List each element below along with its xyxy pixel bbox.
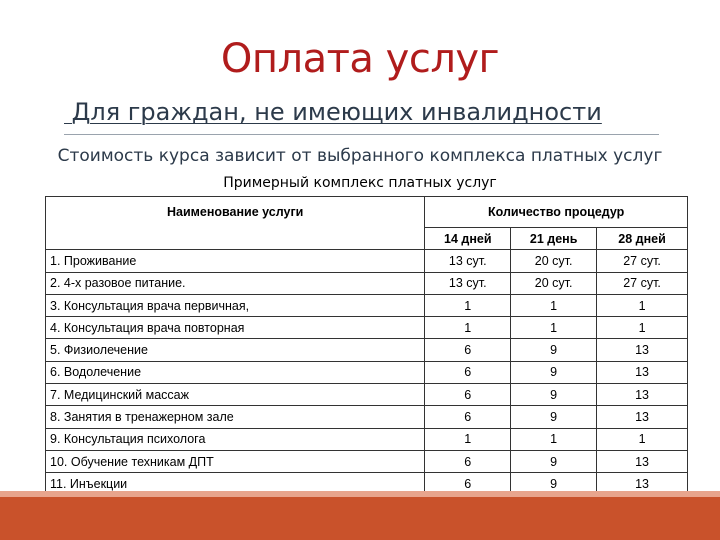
procedure-count: 13 сут. [425,272,511,294]
services-table [45,196,688,496]
procedure-count: 1 [511,428,597,450]
procedure-count: 13 [597,450,688,472]
service-name: 8. Занятия в тренажерном зале [46,406,425,428]
service-name: 10. Обучение техникам ДПТ [46,450,425,472]
procedure-count: 13 [597,339,688,361]
procedure-count: 1 [425,428,511,450]
service-name: 5. Физиолечение [46,339,425,361]
procedure-count: 6 [425,384,511,406]
procedure-count: 13 [597,384,688,406]
table-row [46,428,688,450]
table-row [46,250,688,272]
procedure-count: 13 [597,361,688,383]
procedure-count: 6 [425,473,511,495]
procedure-count: 9 [511,384,597,406]
table-row [46,361,688,383]
table-row [46,450,688,472]
procedure-count: 13 [597,473,688,495]
procedure-count: 13 [597,406,688,428]
page-title: Оплата услуг [220,36,500,82]
procedure-count: 27 сут. [597,272,688,294]
divider [64,134,659,135]
procedure-count: 6 [425,450,511,472]
table-row [46,384,688,406]
procedure-count: 6 [425,361,511,383]
header-period: 28 дней [597,228,688,250]
header-service: Наименование услуги [46,197,425,250]
procedure-count: 1 [425,294,511,316]
procedure-count: 1 [597,317,688,339]
procedure-count: 6 [425,406,511,428]
procedure-count: 1 [511,294,597,316]
header-period: 14 дней [425,228,511,250]
procedure-count: 9 [511,406,597,428]
table-row [46,317,688,339]
service-name: 3. Консультация врача первичная, [46,294,425,316]
service-name: 7. Медицинский массаж [46,384,425,406]
procedure-count: 9 [511,450,597,472]
table-row [46,339,688,361]
header-period: 21 день [511,228,597,250]
service-name: 6. Водолечение [46,361,425,383]
footer-bar [0,497,720,540]
procedure-count: 1 [511,317,597,339]
procedure-count: 9 [511,473,597,495]
procedure-count: 6 [425,339,511,361]
procedure-count: 1 [597,428,688,450]
procedure-count: 20 сут. [511,272,597,294]
service-name: 9. Консультация психолога [46,428,425,450]
procedure-count: 1 [597,294,688,316]
procedure-count: 1 [425,317,511,339]
table-row [46,294,688,316]
service-name: 1. Проживание [46,250,425,272]
procedure-count: 27 сут. [597,250,688,272]
subtitle: Для граждан, не имеющих инвалидности [64,98,602,126]
service-name: 11. Инъекции [46,473,425,495]
procedure-count: 13 сут. [425,250,511,272]
procedure-count: 20 сут. [511,250,597,272]
table-caption: Примерный комплекс платных услуг [223,175,497,191]
table-row [46,406,688,428]
service-name: 4. Консультация врача повторная [46,317,425,339]
procedure-count: 9 [511,339,597,361]
service-name: 2. 4-х разовое питание. [46,272,425,294]
procedure-count: 9 [511,361,597,383]
header-count: Количество процедур [425,197,688,228]
table-row [46,272,688,294]
cost-text: Стоимость курса зависит от выбранного комплекса платных услуг [57,146,663,166]
